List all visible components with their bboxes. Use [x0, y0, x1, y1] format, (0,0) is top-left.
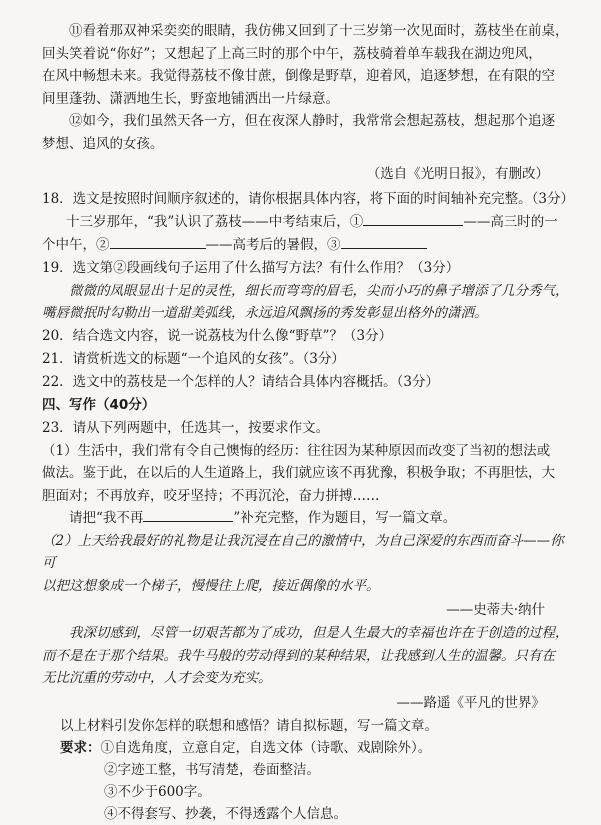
- option-1-instruction: 请把“我不再 ”补充完整，作为题目，写一篇文章。: [42, 507, 569, 530]
- option-1-line: 做法。鉴于此，在以后的人生道路上，我们就应该不再犹豫，积极争取；不再胆怯，大: [42, 465, 555, 481]
- question-21: 21．请赏析选文的标题“一个追风的女孩”。（3分）: [42, 350, 345, 367]
- paragraph-11-line: 间里蓬勃、潇洒地生长，野蛮地铺洒出一片绿意。: [42, 90, 339, 107]
- paragraph-11-line: ⑪看着那双神采奕奕的眼睛，我仿佛又回到了十三岁第一次见面时，荔枝坐在前桌，: [69, 23, 569, 39]
- question-19: 19．选文第②段画线句子运用了什么描写方法？有什么作用？（3分）: [42, 259, 460, 276]
- quote-2-line: 而不是在于那个结果。我牛马般的劳动得到的某种结果，让我感到人生的温馨。只有在: [42, 647, 555, 664]
- quote-2-line: 无比沉重的劳动中，人才会变为充实。: [42, 670, 272, 686]
- section-title: 四、写作（40分）: [42, 396, 156, 413]
- answer-blank-1[interactable]: [363, 211, 463, 226]
- question-22: 22．选文中的荔枝是一个怎样的人？请结合具体内容概括。（3分）: [42, 373, 440, 390]
- question-18-timeline: 十三岁那年，“我”认识了荔枝——中考结束后，① ——高三时的一: [42, 211, 569, 234]
- writing-prompt: 以上材料引发你怎样的联想和感悟？请自拟标题，写一篇文章。: [60, 717, 438, 734]
- questions: [42, 188, 575, 394]
- paragraph-11-line: 回头笑着说“你好”；又想起了上高三时的那个中午，荔枝骑着单车载我在湖边兜风，: [42, 45, 542, 62]
- answer-blank-2[interactable]: [110, 234, 206, 249]
- paragraph-11-line: 在风中畅想未来。我觉得荔枝不像甘蔗，倒像是野草，迎着风，追逐梦想，在有限的空: [42, 68, 555, 84]
- question-19-quote: 微微的凤眼显出十足的灵性，细长而弯弯的眉毛，尖而小巧的鼻子增添了几分秀气，: [69, 282, 569, 299]
- writing-section: [42, 394, 569, 825]
- passage: [42, 20, 569, 186]
- question-23: 23．请从下列两题中，任选其一，按要求作文。: [42, 419, 330, 436]
- question-19-quote: 嘴唇微抿时勾勒出一道甜美弧线，永远追风飘扬的秀发彰显出格外的潇洒。: [42, 305, 488, 321]
- requirement-4: ④不得套写、抄袭，不得透露个人信息。: [104, 805, 347, 822]
- option-1-line: （1）生活中，我们常有令自己懊悔的经历：往往因为某种原因而改变了当初的想法或: [42, 442, 551, 459]
- requirement-2: ②字迹工整，书写清楚，卷面整洁。: [104, 761, 320, 778]
- paragraph-12-line: ⑫如今，我们虽然天各一方，但在夜深人静时，我常常会想起荔枝，想起那个追逐: [69, 113, 555, 129]
- paragraph-12-line: 梦想、追风的女孩。: [42, 135, 164, 152]
- title-blank[interactable]: [143, 507, 233, 522]
- question-18: 18．选文是按照时间顺序叙述的，请你根据具体内容，将下面的时间轴补充完整。（3分）: [42, 190, 575, 207]
- requirements: [42, 737, 569, 759]
- question-18-timeline: 个中午，② ——高考后的暑假，③: [42, 234, 569, 257]
- question-20: 20．结合选文内容，说一说荔枝为什么像“野草”？（3分）: [42, 327, 393, 344]
- requirements-label: 要求：: [60, 739, 101, 756]
- requirement-3: ③不少于600字。: [104, 783, 211, 800]
- attribution-2: ——路遥《平凡的世界》: [396, 694, 545, 711]
- requirement-1: ①自选角度，立意自定，自选文体（诗歌、戏剧除外）。: [100, 739, 432, 756]
- option-2-line: （2）上天给我最好的礼物是让我沉浸在自己的激情中，为自己深爱的东西而奋斗——你可: [42, 532, 564, 571]
- passage-source: （选自《光明日报》，有删改）: [366, 166, 549, 182]
- option-1-line: 胆面对；不再放弃，咬牙坚持；不再沉沦，奋力拼搏……: [42, 487, 380, 504]
- attribution-1: ——史蒂夫·纳什: [446, 602, 545, 618]
- option-2-line: 以把这想象成一个梯子，慢慢往上爬，接近偶像的水平。: [42, 577, 380, 594]
- quote-2-line: 我深切感到，尽管一切艰苦都为了成功，但是人生最大的幸福也许在于创造的过程，: [69, 625, 569, 641]
- answer-blank-3[interactable]: [341, 234, 427, 249]
